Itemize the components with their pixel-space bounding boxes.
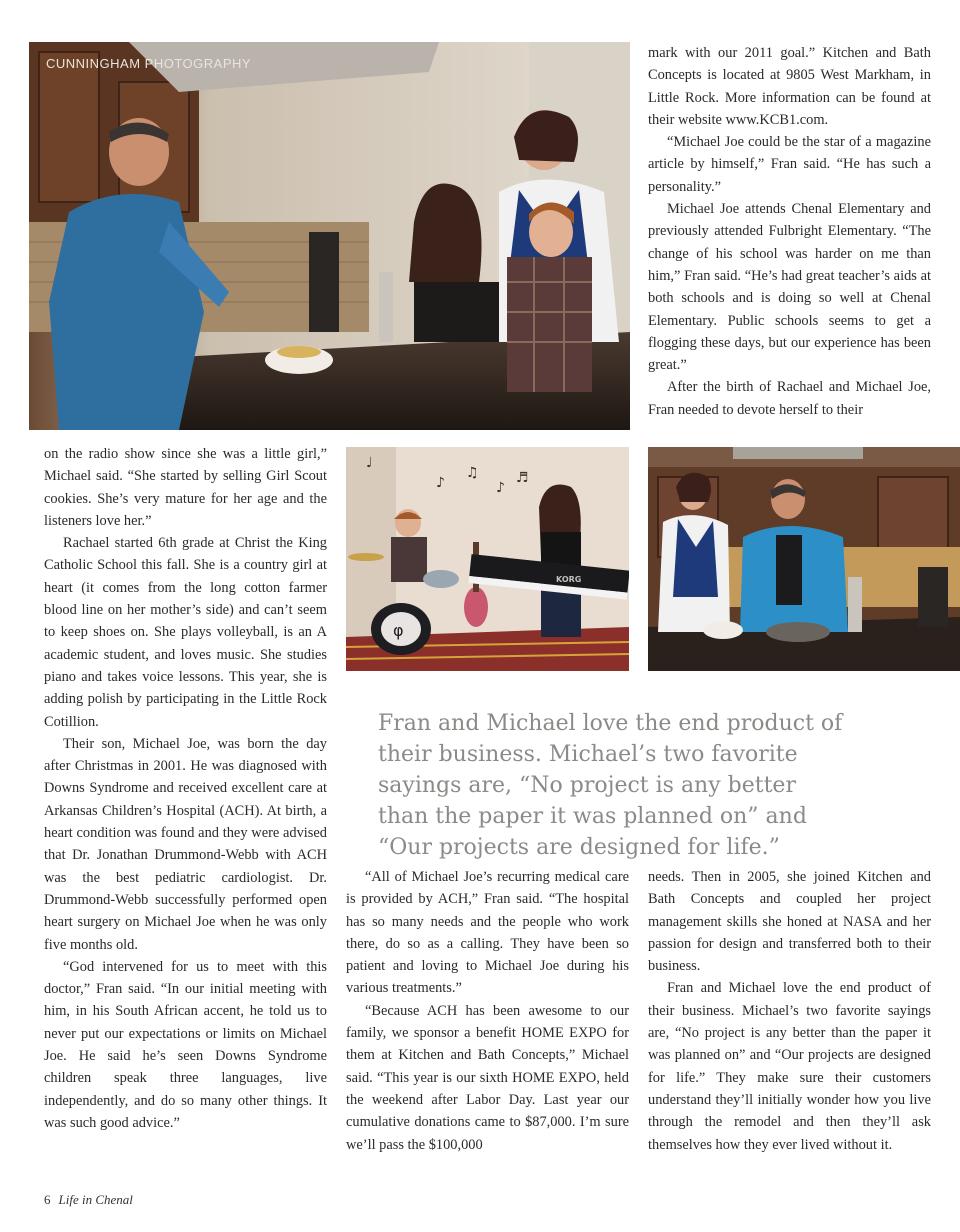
column-right <box>648 866 931 1156</box>
paragraph: Their son, Michael Joe, was born the day after Christmas in 2001. He was diagnosed with Downs Syndrome and received excellent care at Arkansas Children’s Hospital (ACH). At birth, a heart condition was found and they were advised that Dr. Jonathan Drummond-Webb with ACH was the best pediatric cardiologist. Dr. Drummond-Webb successfully performed open heart surgery on Michael Joe when he was only five months old. <box>44 735 327 953</box>
column-left <box>44 443 327 1134</box>
kitchen-cooking-photo <box>648 447 960 671</box>
paragraph: on the radio show since she was a little girl,” Michael said. “She started by selling Girl Scout cookies. She’s very mature for her age and the listeners love her.” <box>44 446 327 529</box>
svg-text:φ: φ <box>393 621 404 640</box>
main-family-kitchen-photo <box>29 42 630 430</box>
column-middle <box>346 866 629 1156</box>
publication-name: Life in Chenal <box>58 1192 133 1207</box>
paragraph: mark with our 2011 goal.” Kitchen and Bath Concepts is located at 9805 West Markham, in Little Rock. More information can be found at their website www.KCB1.com. <box>648 45 931 128</box>
pull-quote: Fran and Michael love the end product of their business. Michael’s two favorite sayings are, “No project is any better than the paper it was planned on” and “Our projects are designed for life.” <box>378 711 843 860</box>
svg-text:♪: ♪ <box>436 475 445 491</box>
paragraph: Fran and Michael love the end product of their business. Michael’s two favorite sayings are, “No project is any better than the paper it was planned on” and “Our projects are designed for life.” They make sure their customers understand they’ll initially wonder how you live through the remodel and then they’ll ask themselves how they ever lived without it. <box>648 980 931 1153</box>
svg-text:♬: ♬ <box>516 470 529 486</box>
svg-text:♪: ♪ <box>496 480 505 496</box>
paragraph: Michael Joe attends Chenal Elementary and previously attended Fulbright Elementary. “The change of his school was harder on me than him,” Fran said. “He’s had great teacher’s aids at both schools and is doing so well at Chenal Elementary. Public schools seems to get a flogging these days, but our experience has been great.” <box>648 201 931 374</box>
page-number: 6 <box>44 1192 51 1207</box>
svg-text:♩: ♩ <box>366 455 373 471</box>
svg-text:♫: ♫ <box>466 465 479 481</box>
page-footer <box>44 1192 133 1208</box>
paragraph: After the birth of Rachael and Michael Joe, Fran needed to devote herself to their <box>648 379 931 418</box>
photo-credit: CUNNINGHAM PHOTOGRAPHY <box>46 56 252 71</box>
paragraph: Rachael started 6th grade at Christ the King Catholic School this fall. She is a country girl at heart (it comes from the long cotton farmer blood line on her mother’s side) and can’t seem to keep shoes on. She plays volleyball, is an A academic student, and loves music. She studies piano and takes voice lessons. This year, she is adding polish by participating in the Little Rock Cotillion. <box>44 535 327 730</box>
paragraph: “All of Michael Joe’s recurring medical care is provided by ACH,” Fran said. “The hospital has so many needs and the people who work there, do so as a calling. They have been so patient and loving to Michael Joe during his various treatments.” <box>346 869 629 997</box>
paragraph: needs. Then in 2005, she joined Kitchen and Bath Concepts and coupled her project management skills she honed at NASA and her passion for design and transferred both to their business. <box>648 869 931 975</box>
paragraph: “God intervened for us to meet with this doctor,” Fran said. “In our initial meeting with him, in his South African accent, he told us to never put our expectations or limits on Michael Joe. He said he’s seen Downs Syndrome children speak three languages, live independently, and do so many other things. It was such good advice.” <box>44 958 327 1131</box>
music-room-photo <box>346 447 629 671</box>
column-top-right <box>648 42 931 421</box>
keyboard-brand-label: KORG <box>556 575 582 584</box>
paragraph: “Because ACH has been awesome to our family, we sponsor a benefit HOME EXPO for them at Kitchen and Bath Concepts,” Michael said. “This year is our sixth HOME EXPO, held the weekend after Labor Day. Last year our cumulative donations came to $87,000. I’m sure we’ll pass the $100,000 <box>346 1002 629 1153</box>
paragraph: “Michael Joe could be the star of a magazine article by himself,” Fran said. “He has such a personality.” <box>648 134 931 195</box>
